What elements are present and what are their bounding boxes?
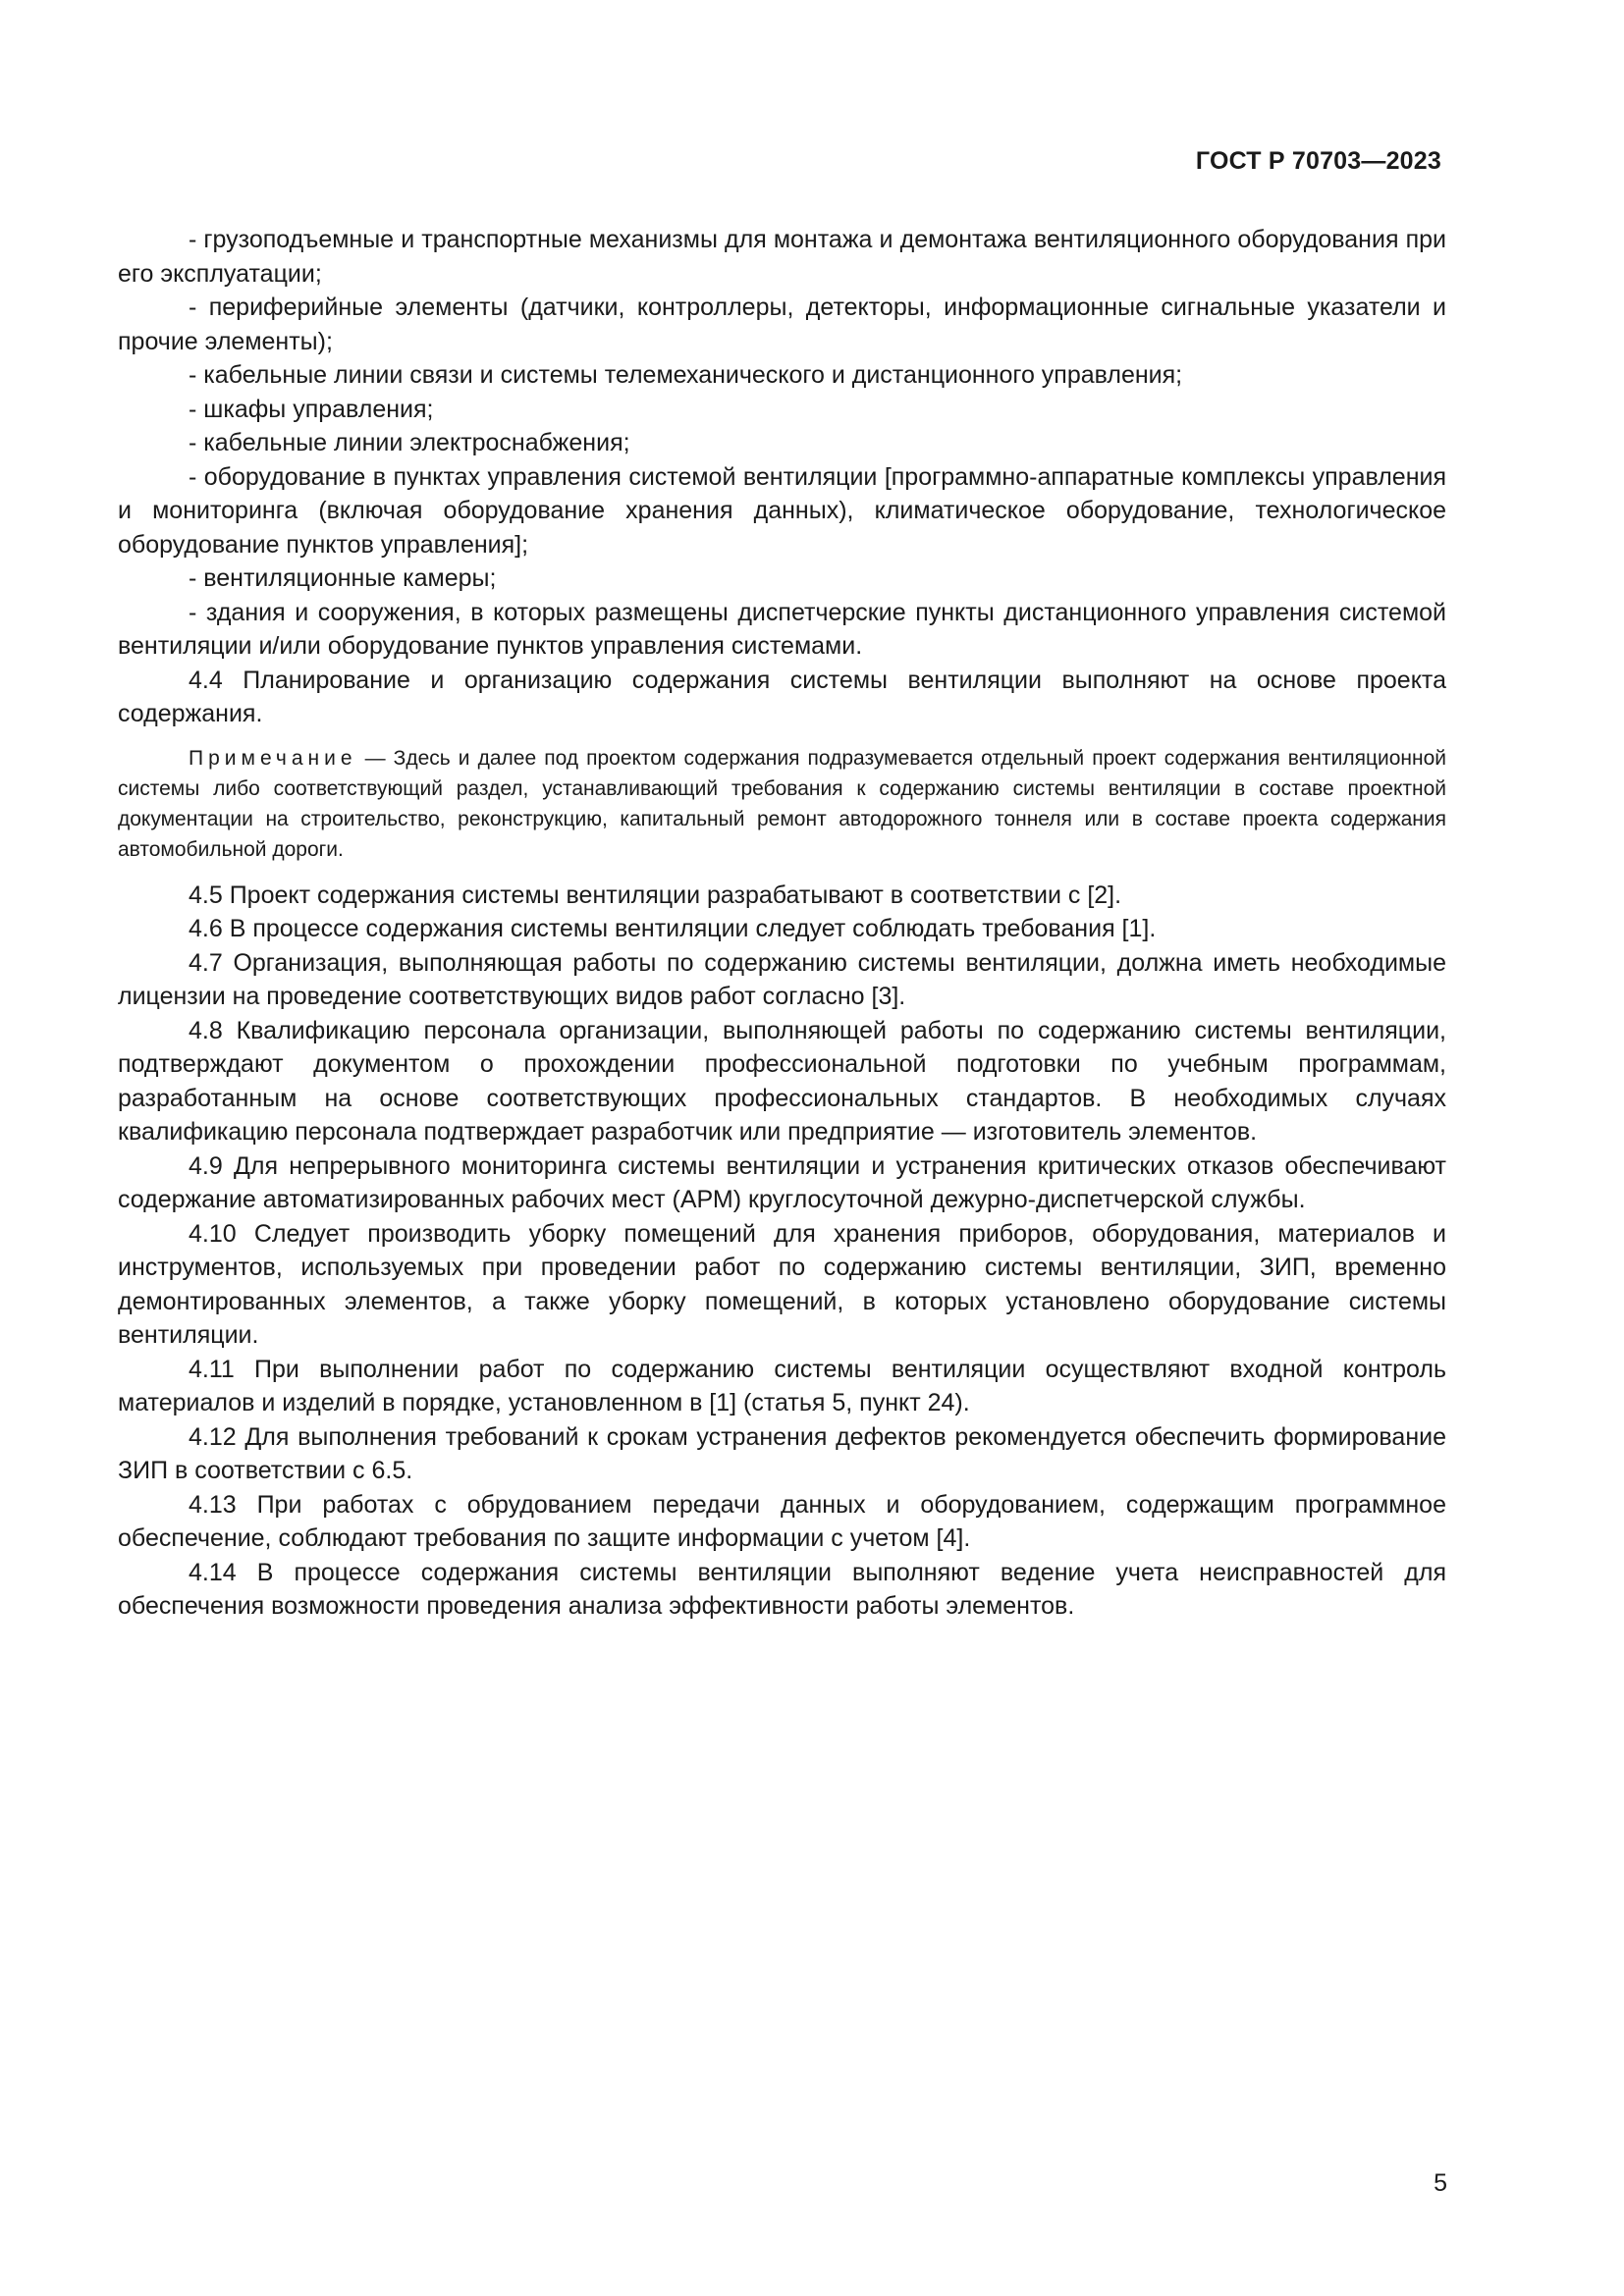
clause-paragraph: 4.14 В процессе содержания системы вентиляции выполняют ведение учета неисправностей для обеспечения возможности проведения анализа эффективности работы элементов. <box>118 1558 1446 1620</box>
list-item: - кабельные линии электроснабжения; <box>189 429 630 456</box>
clause-paragraph: 4.11 При выполнении работ по содержанию системы вентиляции осуществляют входной контроль материалов и изделий в порядке, установленном в [1] (статья 5, пункт 24). <box>118 1355 1446 1416</box>
list-item: - периферийные элементы (датчики, контроллеры, детекторы, информационные сигнальные указатели и прочие элементы); <box>118 294 1446 355</box>
list-item: - здания и сооружения, в которых размещены диспетчерские пункты дистанционного управления системой вентиляции и/или оборудование пунктов управления системами. <box>118 598 1446 660</box>
clause-paragraph: 4.13 При работах с обрудованием передачи данных и оборудованием, содержащим программное обеспечение, соблюдают требования по защите информации с учетом [4]. <box>118 1490 1446 1552</box>
note-block <box>118 743 1446 865</box>
document-code-header: ГОСТ Р 70703—2023 <box>1195 147 1441 175</box>
clause-paragraph: 4.6 В процессе содержания системы вентиляции следует соблюдать требования [1]. <box>189 915 1157 942</box>
clause-paragraph: 4.12 Для выполнения требований к срокам устранения дефектов рекомендуется обеспечить формирование ЗИП в соответствии с 6.5. <box>118 1422 1446 1484</box>
list-item: - кабельные линии связи и системы телемеханического и дистанционного управления; <box>189 361 1183 389</box>
list-item: - вентиляционные камеры; <box>189 564 497 592</box>
list-item: - оборудование в пунктах управления системой вентиляции [программно-аппаратные комплексы управления и мониторинга (включая оборудование хранения данных), климатическое оборудование, технологическое оборудование пунктов управления]; <box>118 462 1446 559</box>
page-number: 5 <box>1434 2169 1447 2197</box>
note-label: Примечание <box>189 746 357 770</box>
clause-4-4: 4.4 Планирование и организацию содержания системы вентиляции выполняют на основе проекта содержания. <box>118 666 1446 727</box>
list-item: - шкафы управления; <box>189 395 434 423</box>
clause-paragraph: 4.8 Квалификацию персонала организации, выполняющей работы по содержанию системы вентиляции, подтверждают документом о прохождении профессиональной подготовки по учебным программам, разработанным на основе соответствующих профессиональных стандартов. В необходимых случаях квалификацию персонала подтверждает разработчик или предприятие — изготовитель элементов. <box>118 1016 1446 1146</box>
document-body <box>118 223 1446 1624</box>
clause-paragraph: 4.10 Следует производить уборку помещений для хранения приборов, оборудования, материалов и инструментов, используемых при проведении работ по содержанию системы вентиляции, ЗИП, временно демонтированных элементов, а также уборку помещений, в которых установлено оборудование системы вентиляции. <box>118 1219 1446 1349</box>
clause-paragraph: 4.9 Для непрерывного мониторинга системы вентиляции и устранения критических отказов обеспечивают содержание автоматизированных рабочих мест (АРМ) круглосуточной дежурно-диспетчерской службы. <box>118 1151 1446 1213</box>
clause-paragraph: 4.7 Организация, выполняющая работы по содержанию системы вентиляции, должна иметь необходимые лицензии на проведение соответствующих видов работ согласно [3]. <box>118 948 1446 1010</box>
note-text: — Здесь и далее под проектом содержания подразумевается отдельный проект содержания вентиляционной системы либо соответствующий раздел, устанавливающий требования к содержанию системы вентиляции в составе проектной документации на строительство, реконструкцию, капитальный ремонт автодорожного тоннеля или в составе проекта содержания автомобильной дороги. <box>118 746 1446 861</box>
list-item: - грузоподъемные и транспортные механизмы для монтажа и демонтажа вентиляционного оборудования при его эксплуатации; <box>118 226 1446 288</box>
clause-paragraph: 4.5 Проект содержания системы вентиляции разрабатывают в соответствии с [2]. <box>189 881 1122 909</box>
